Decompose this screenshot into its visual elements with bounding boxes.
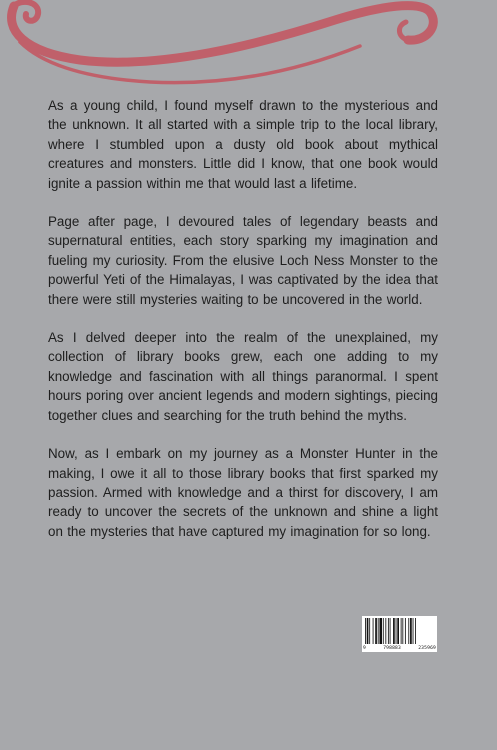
barcode-bars-icon bbox=[362, 616, 437, 646]
body-text bbox=[48, 96, 438, 560]
flourish-right-curl bbox=[399, 22, 408, 40]
paragraph-4: Now, as I embark on my journey as a Monster Hunter in the making, I owe it all to those library books that first sparked my passion. Armed with knowledge and a thirst for discovery, I am ready to uncover the secrets of the unknown and shine a light on the mysteries that have captured my imagination for so long. bbox=[48, 446, 438, 539]
barcode-digit-group-1: 798883 bbox=[383, 646, 401, 651]
paragraph-1: As a young child, I found myself drawn to the mysterious and the unknown. It all started with a simple trip to the local library, where I stumbled upon a dusty old book about mythical creatures and monsters. Little did I know, that one book would ignite a passion within me that would last a lifetime. bbox=[48, 98, 438, 191]
paragraph-3: As I delved deeper into the realm of the unexplained, my collection of library books grew, each one adding to my knowledge and fascination with all things paranormal. I spent hours poring over ancient legends and modern sightings, piecing together clues and searching for the truth behind the myths. bbox=[48, 330, 438, 423]
paragraph-2: Page after page, I devoured tales of legendary beasts and supernatural entities, each story sparking my imagination and fueling my curiosity. From the elusive Loch Ness Monster to the powerful Yeti of the Himalayas, I was captivated by the idea that there were still mysteries waiting to be uncovered in the world. bbox=[48, 214, 438, 307]
barcode bbox=[362, 616, 437, 652]
barcode-digit-group-2: 235969 bbox=[418, 646, 436, 651]
flourish-main-stroke bbox=[12, 6, 434, 63]
flourish-left-curl bbox=[14, 2, 38, 21]
barcode-digits bbox=[363, 646, 436, 651]
barcode-digit-prefix: 9 bbox=[363, 646, 366, 651]
swirl-flourish-icon bbox=[0, 0, 497, 100]
